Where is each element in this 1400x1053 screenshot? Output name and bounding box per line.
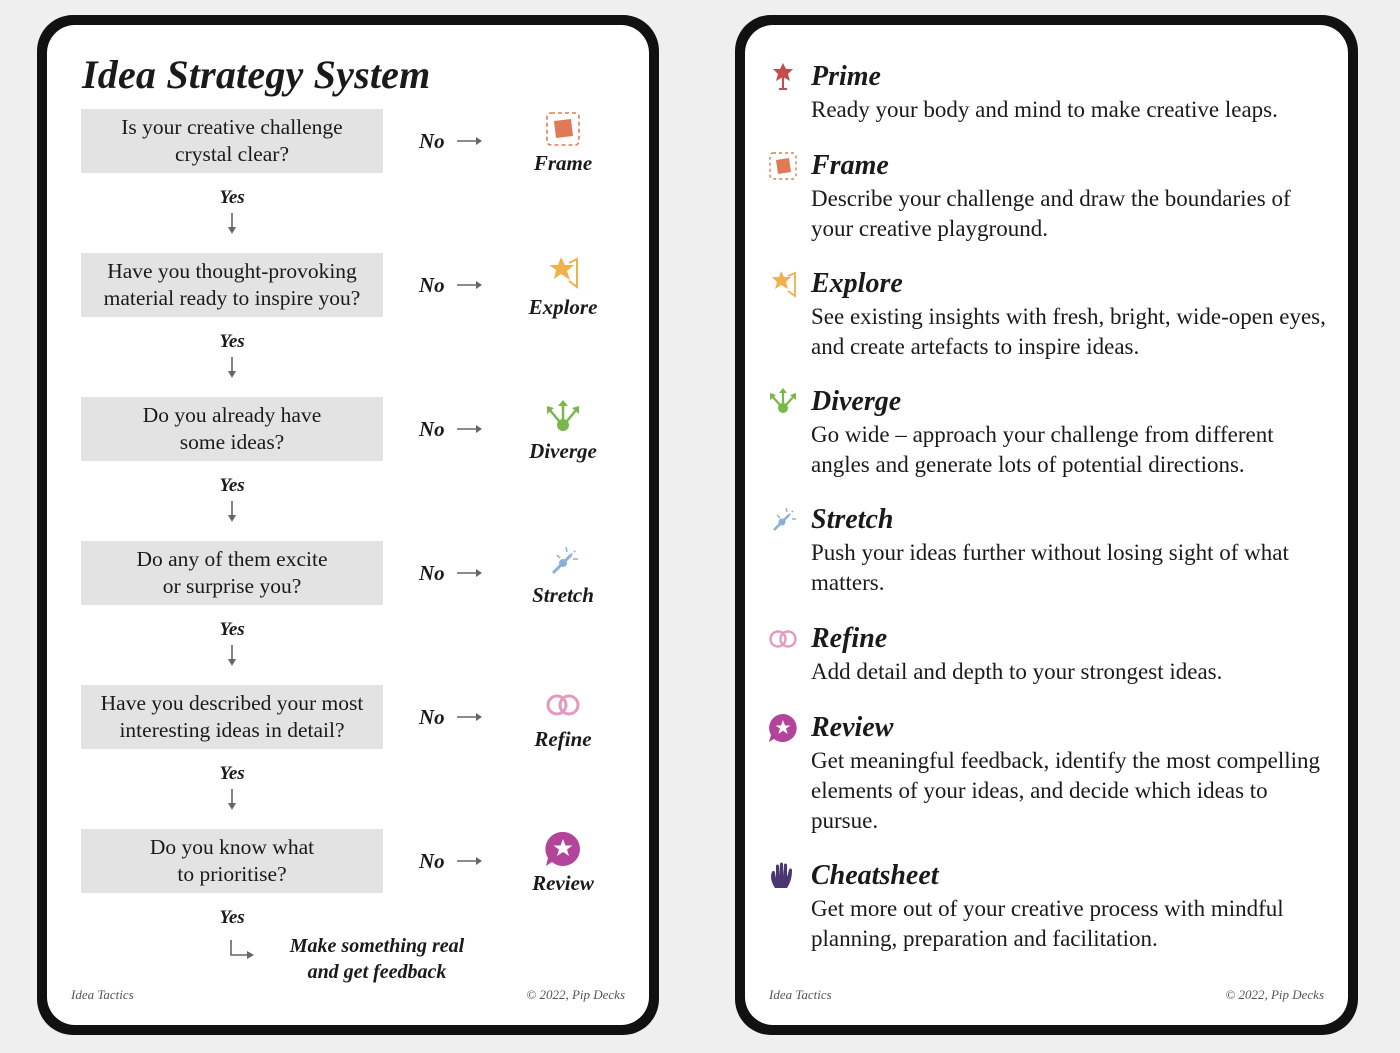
question-5-line-2: interesting ideas in detail?	[119, 718, 345, 742]
footer-copyright: © 2022, Pip Decks	[1225, 987, 1324, 1002]
final-line-1: Make something real	[289, 935, 465, 957]
right-arrow-icon	[457, 568, 483, 578]
final-outcome	[277, 933, 477, 985]
yes-label-1: Yes	[219, 187, 245, 208]
footer-copyright: © 2022, Pip Decks	[526, 987, 625, 1002]
down-arrow-icon	[225, 213, 239, 235]
definition-name: Cheatsheet	[811, 860, 939, 891]
definitions-card-inner	[745, 25, 1348, 1025]
right-arrow-icon	[457, 136, 483, 146]
strategy-card	[37, 15, 659, 1035]
no-branch-2	[419, 270, 509, 300]
right-arrow-icon	[457, 856, 483, 866]
refine-icon	[543, 685, 583, 725]
question-box-1	[81, 109, 383, 173]
question-1-line-1: Is your creative challenge	[121, 115, 343, 139]
definition-desc: Get meaningful feedback, identify the most compelling elements of your ideas, and decide which ideas to pursue.	[811, 748, 1321, 833]
stage-label-stretch: Stretch	[532, 583, 594, 607]
footer-brand: Idea Tactics	[71, 987, 134, 1002]
definition-name: Refine	[811, 623, 888, 654]
no-label: No	[419, 560, 445, 585]
definitions-card	[735, 15, 1358, 1035]
stretch-icon	[767, 504, 799, 536]
no-label: No	[419, 416, 445, 441]
stage-diverge	[503, 397, 623, 464]
yes-label-4: Yes	[219, 619, 245, 640]
no-branch-6	[419, 846, 509, 876]
down-arrow-icon	[225, 357, 239, 379]
definition-desc: Describe your challenge and draw the boundaries of your creative playground.	[811, 186, 1291, 241]
no-branch-4	[419, 558, 509, 588]
right-arrow-icon	[457, 280, 483, 290]
frame-icon	[543, 109, 583, 149]
cheatsheet-icon	[767, 860, 799, 892]
elbow-arrow-icon	[227, 940, 257, 962]
question-5-line-1: Have you described your most	[100, 691, 364, 715]
final-line-2: and get feedback	[307, 961, 447, 983]
question-4-line-2: or surprise you?	[162, 574, 302, 598]
definition-desc: Go wide – approach your challenge from different angles and generate lots of potential directions.	[811, 422, 1274, 477]
yes-label-6: Yes	[219, 907, 245, 928]
frame-icon	[767, 150, 799, 182]
review-icon	[767, 712, 799, 744]
definition-desc: Get more out of your creative process with mindful planning, preparation and facilitation.	[811, 896, 1284, 951]
right-arrow-icon	[457, 712, 483, 722]
no-label: No	[419, 272, 445, 297]
definition-name: Prime	[811, 61, 881, 92]
definition-desc: Add detail and depth to your strongest ideas.	[811, 659, 1223, 684]
question-box-3	[81, 397, 383, 461]
yes-label-2: Yes	[219, 331, 245, 352]
no-branch-1	[419, 126, 509, 156]
stretch-icon	[543, 541, 583, 581]
no-label: No	[419, 848, 445, 873]
definition-name: Stretch	[811, 504, 894, 535]
yes-label-5: Yes	[219, 763, 245, 784]
no-label: No	[419, 128, 445, 153]
down-arrow-icon	[225, 645, 239, 667]
definition-name: Frame	[811, 150, 889, 181]
question-2-line-2: material ready to inspire you?	[103, 286, 361, 310]
question-box-4	[81, 541, 383, 605]
down-arrow-icon	[225, 501, 239, 523]
review-icon	[543, 829, 583, 869]
question-3-line-1: Do you already have	[142, 403, 322, 427]
question-2-line-1: Have you thought-provoking	[107, 259, 357, 283]
stage-label-review: Review	[532, 871, 594, 895]
footer-brand: Idea Tactics	[769, 987, 832, 1002]
diverge-icon	[543, 397, 583, 437]
strategy-card-inner	[47, 25, 649, 1025]
yes-label-3: Yes	[219, 475, 245, 496]
diverge-icon	[767, 386, 799, 418]
refine-icon	[767, 623, 799, 655]
definition-desc: Push your ideas further without losing sight of what matters.	[811, 540, 1289, 595]
stage-stretch	[503, 541, 623, 608]
no-label: No	[419, 704, 445, 729]
no-branch-3	[419, 414, 509, 444]
question-6-line-2: to prioritise?	[177, 862, 287, 886]
no-branch-5	[419, 702, 509, 732]
stage-review	[503, 829, 623, 896]
right-arrow-icon	[457, 424, 483, 434]
definition-desc: Ready your body and mind to make creative leaps.	[811, 97, 1278, 122]
question-box-6	[81, 829, 383, 893]
stage-label-frame: Frame	[533, 151, 593, 175]
question-box-2	[81, 253, 383, 317]
question-6-line-1: Do you know what	[149, 835, 315, 859]
question-4-line-1: Do any of them excite	[136, 547, 328, 571]
question-3-line-2: some ideas?	[179, 430, 285, 454]
stage-label-diverge: Diverge	[529, 439, 597, 463]
definition-desc: See existing insights with fresh, bright, wide-open eyes, and create artefacts to inspire ideas.	[811, 304, 1326, 359]
stage-refine	[503, 685, 623, 752]
stage-frame	[503, 109, 623, 176]
definition-name: Review	[811, 712, 894, 743]
definition-name: Explore	[811, 268, 903, 299]
card-title: Idea Strategy System	[82, 52, 431, 97]
stage-label-refine: Refine	[534, 727, 592, 751]
definition-name: Diverge	[811, 386, 902, 417]
prime-icon	[767, 61, 799, 93]
question-1-line-2: crystal clear?	[175, 142, 289, 166]
stage-label-explore: Explore	[528, 295, 598, 319]
explore-icon	[767, 268, 799, 300]
question-box-5	[81, 685, 383, 749]
explore-icon	[543, 253, 583, 293]
down-arrow-icon	[225, 789, 239, 811]
stage-explore	[503, 253, 623, 320]
